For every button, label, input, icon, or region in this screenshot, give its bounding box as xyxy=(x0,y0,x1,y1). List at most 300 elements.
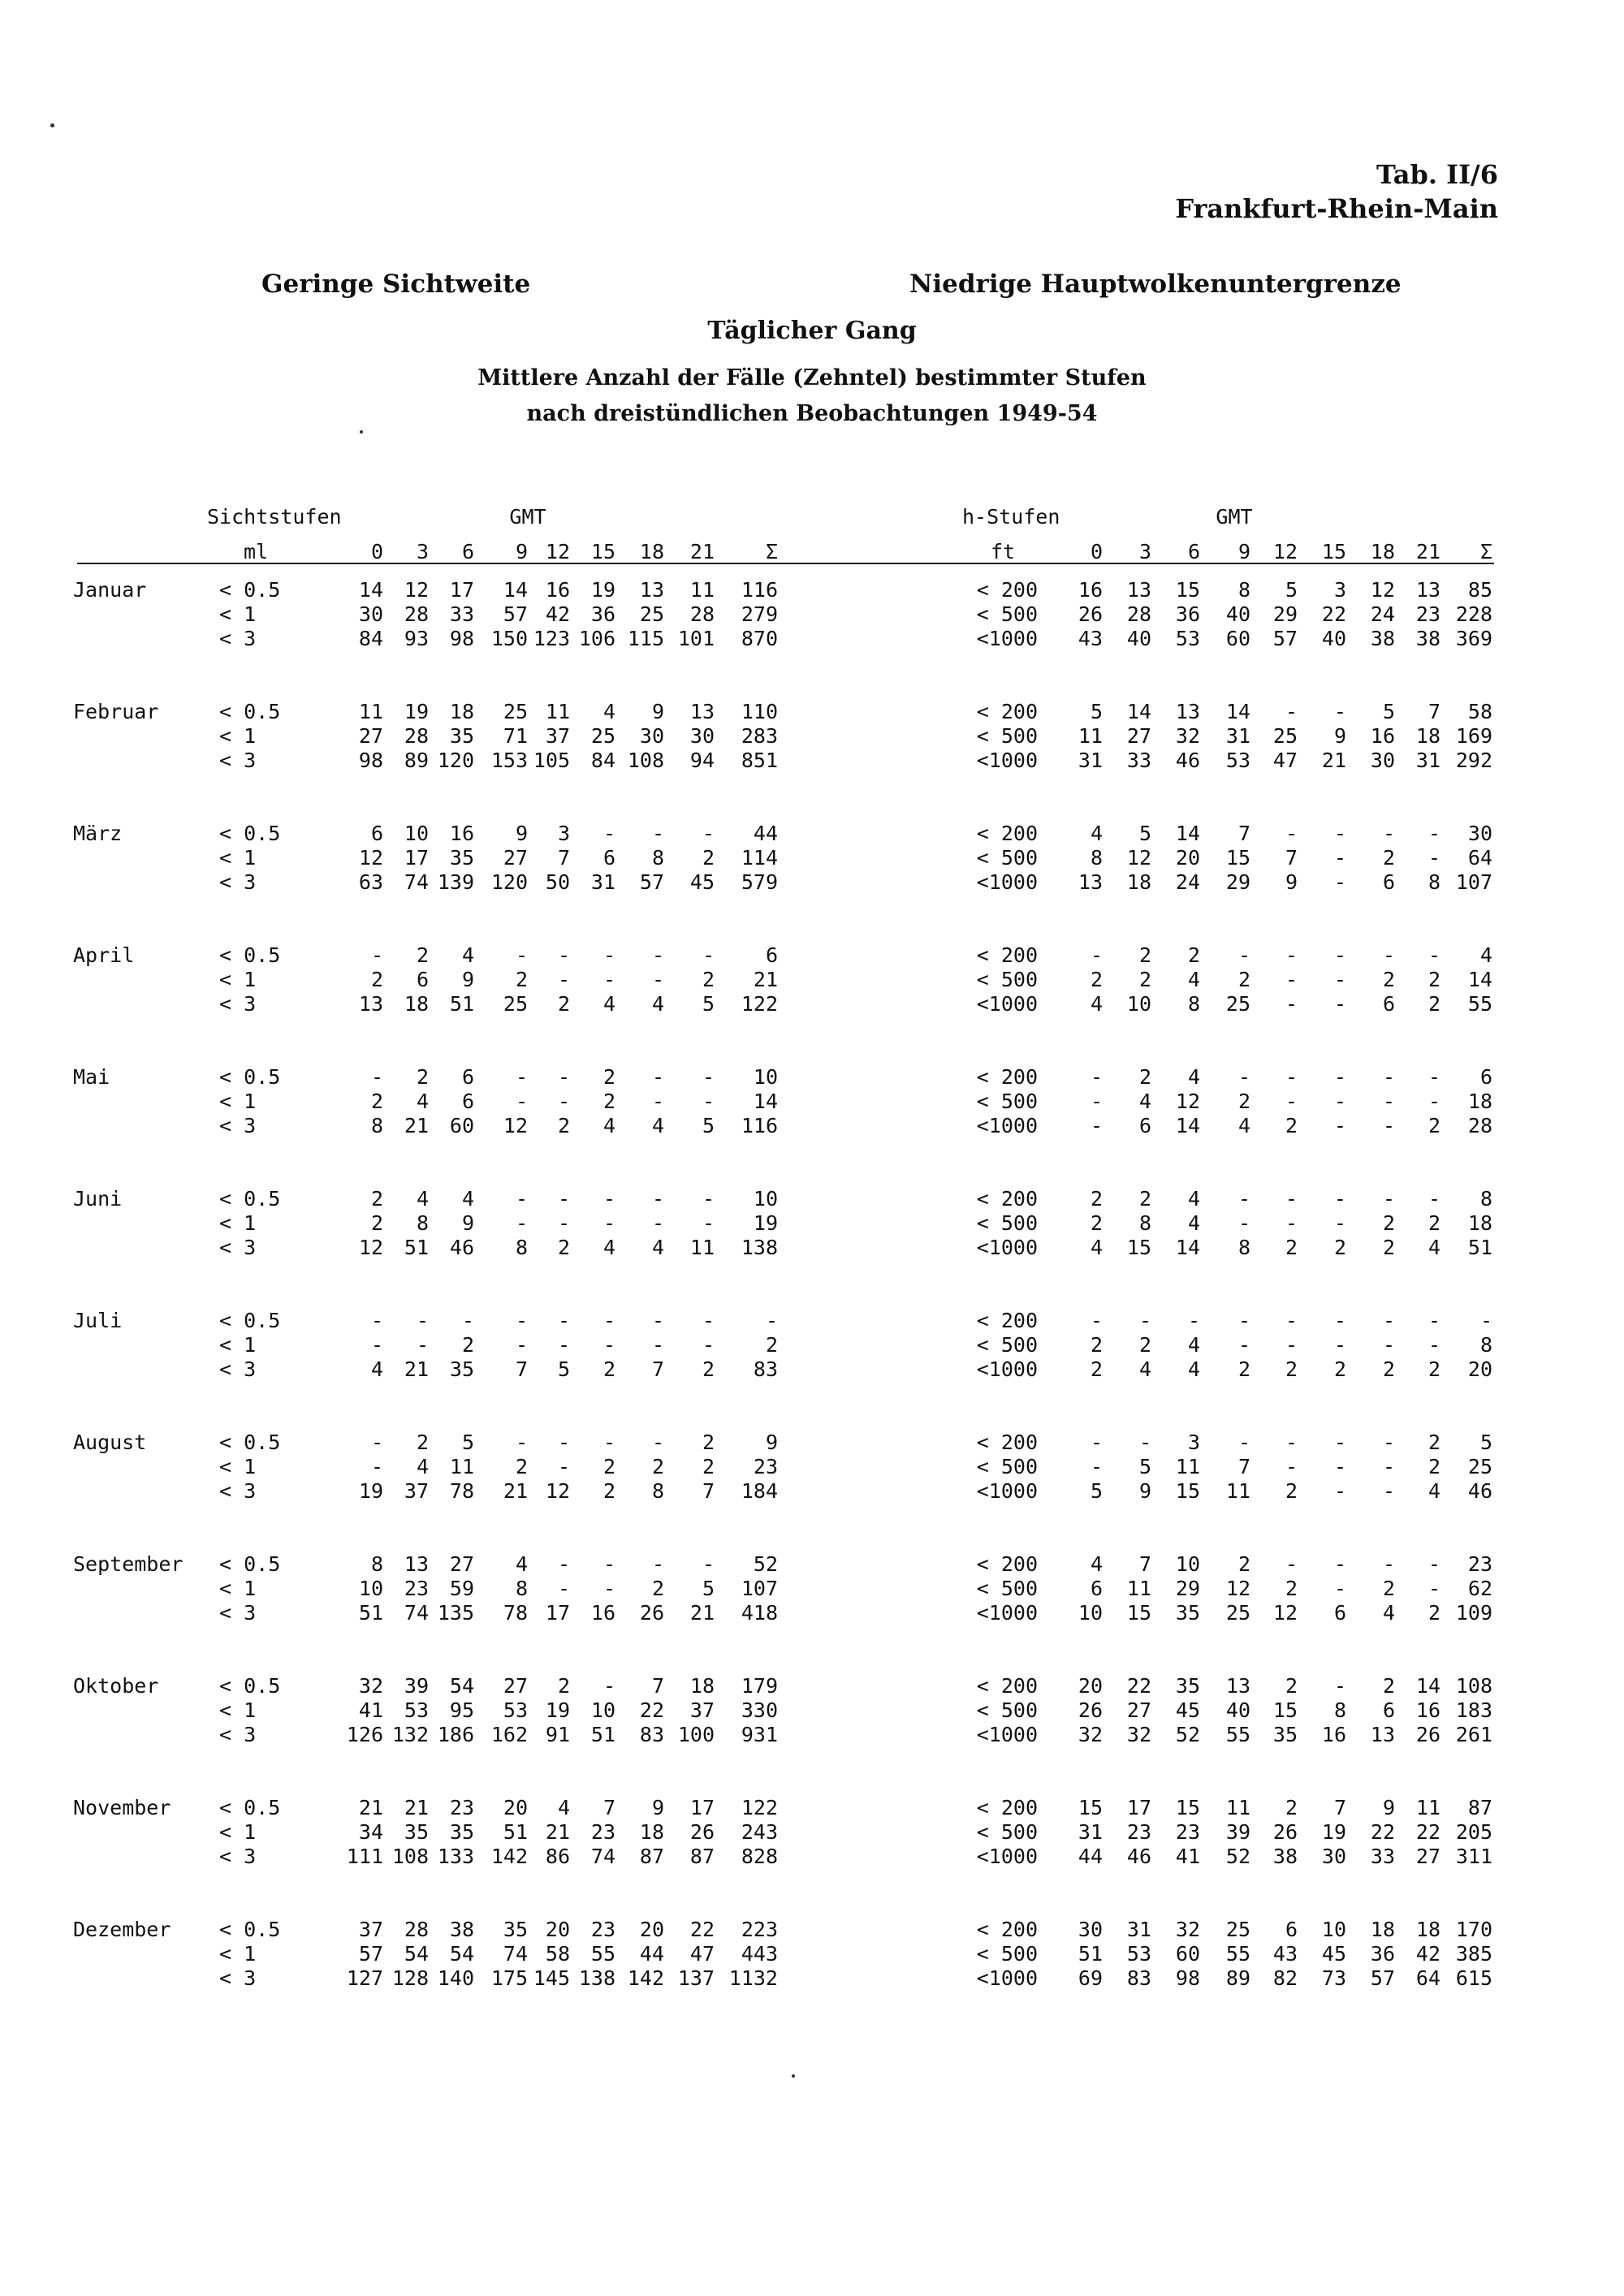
right-level-label: < 500 xyxy=(976,846,1038,870)
right-value-cell: 17 xyxy=(1126,1796,1151,1819)
left-level-label: < 3 xyxy=(219,1723,257,1746)
left-value-cell: 51 xyxy=(358,1601,383,1625)
right-value-cell: - xyxy=(1237,1187,1250,1211)
left-value-cell: - xyxy=(702,822,715,845)
right-value-cell: 18 xyxy=(1415,724,1440,748)
right-value-cell: - xyxy=(1285,1431,1298,1454)
left-value-cell: 2 xyxy=(603,1357,615,1381)
right-value-cell: 53 xyxy=(1175,627,1200,650)
left-value-cell: - xyxy=(651,1065,664,1089)
right-value-cell: 15 xyxy=(1126,1601,1151,1625)
left-value-cell: 110 xyxy=(741,700,778,723)
right-value-cell: 25 xyxy=(1225,1601,1250,1625)
left-value-cell: 37 xyxy=(689,1698,715,1722)
left-value-cell: 5 xyxy=(702,992,715,1016)
left-value-cell: 8 xyxy=(515,1577,528,1600)
left-value-cell: - xyxy=(515,1090,528,1113)
left-value-cell: 2 xyxy=(702,968,715,991)
right-value-cell: 46 xyxy=(1126,1845,1151,1868)
left-value-cell: 9 xyxy=(651,700,664,723)
left-value-cell: 243 xyxy=(741,1820,778,1844)
left-value-cell: 94 xyxy=(689,749,715,772)
left-value-cell: - xyxy=(557,968,570,991)
left-value-cell: 2 xyxy=(461,1333,474,1357)
right-value-cell: 14 xyxy=(1126,700,1151,723)
right-value-cell: 4 xyxy=(1090,1236,1103,1259)
right-value-cell: - xyxy=(1427,1065,1440,1089)
right-value-cell: 2 xyxy=(1138,1065,1151,1089)
month-label: Juni xyxy=(73,1187,123,1211)
right-value-cell: 16 xyxy=(1078,578,1103,602)
right-hour-header: 21 xyxy=(1415,540,1440,563)
location-title: Frankfurt-Rhein-Main xyxy=(1175,193,1498,224)
right-value-cell: 23 xyxy=(1415,602,1440,626)
left-value-cell: 7 xyxy=(702,1479,715,1503)
left-value-cell: 443 xyxy=(741,1942,778,1966)
left-value-cell: 54 xyxy=(449,1674,474,1698)
left-value-cell: - xyxy=(515,1333,528,1357)
left-value-cell: 10 xyxy=(590,1698,615,1722)
left-value-cell: 13 xyxy=(358,992,383,1016)
left-value-cell: 33 xyxy=(449,602,474,626)
left-value-cell: 35 xyxy=(449,1820,474,1844)
right-value-cell: 2 xyxy=(1285,1674,1298,1698)
right-value-cell: - xyxy=(1382,1114,1395,1137)
right-value-cell: - xyxy=(1333,1479,1346,1503)
right-hour-header: 12 xyxy=(1272,540,1298,563)
right-value-cell: 25 xyxy=(1272,724,1298,748)
right-value-cell: 14 xyxy=(1175,1114,1200,1137)
left-level-label: < 0.5 xyxy=(219,1065,281,1089)
right-value-cell: 15 xyxy=(1272,1698,1298,1722)
left-value-cell: 2 xyxy=(651,1577,664,1600)
right-value-cell: 4 xyxy=(1187,1211,1200,1235)
left-value-cell: - xyxy=(651,1187,664,1211)
left-value-cell: 19 xyxy=(590,578,615,602)
right-value-cell: 2 xyxy=(1090,968,1103,991)
right-value-cell: - xyxy=(1382,1065,1395,1089)
left-value-cell: 108 xyxy=(391,1845,429,1868)
right-value-cell: 311 xyxy=(1455,1845,1492,1868)
right-level-label: <1000 xyxy=(976,1966,1038,1990)
left-value-cell: 133 xyxy=(437,1845,474,1868)
left-value-cell: 6 xyxy=(461,1065,474,1089)
left-value-cell: 27 xyxy=(358,724,383,748)
left-value-cell: 30 xyxy=(358,602,383,626)
right-value-cell: 169 xyxy=(1455,724,1492,748)
right-value-cell: 228 xyxy=(1455,602,1492,626)
right-value-cell: 57 xyxy=(1272,627,1298,650)
left-hour-header: 6 xyxy=(461,540,474,563)
left-value-cell: 23 xyxy=(753,1455,778,1478)
right-value-cell: - xyxy=(1090,1114,1103,1137)
left-value-cell: 11 xyxy=(689,578,715,602)
right-value-cell: 9 xyxy=(1285,870,1298,894)
left-value-cell: 150 xyxy=(490,627,528,650)
left-value-cell: 4 xyxy=(370,1357,383,1381)
left-level-label: < 3 xyxy=(219,1601,257,1625)
left-value-cell: 120 xyxy=(490,870,528,894)
right-value-cell: 2 xyxy=(1382,968,1395,991)
left-value-cell: 25 xyxy=(503,700,528,723)
right-value-cell: - xyxy=(1427,1552,1440,1576)
left-value-cell: - xyxy=(370,1065,383,1089)
left-value-cell: 579 xyxy=(741,870,778,894)
left-value-cell: 21 xyxy=(503,1479,528,1503)
month-label: November xyxy=(73,1796,171,1819)
left-value-cell: 37 xyxy=(404,1479,429,1503)
right-level-label: <1000 xyxy=(976,1601,1038,1625)
left-value-cell: 35 xyxy=(449,724,474,748)
right-value-cell: 40 xyxy=(1225,1698,1250,1722)
left-level-label: < 0.5 xyxy=(219,943,281,967)
right-value-cell: - xyxy=(1285,1455,1298,1478)
right-value-cell: - xyxy=(1382,1333,1395,1357)
left-value-cell: - xyxy=(461,1309,474,1332)
left-value-cell: 51 xyxy=(449,992,474,1016)
right-value-cell: 64 xyxy=(1467,846,1492,870)
right-value-cell: - xyxy=(1138,1309,1151,1332)
left-level-label: < 0.5 xyxy=(219,1552,281,1576)
left-level-label: < 1 xyxy=(219,1820,257,1844)
right-value-cell: - xyxy=(1285,1211,1298,1235)
left-value-cell: - xyxy=(651,1431,664,1454)
left-value-cell: 9 xyxy=(461,1211,474,1235)
subtitle-line-1: Mittlere Anzahl der Fälle (Zehntel) bestimmter Stufen xyxy=(477,365,1147,391)
left-value-cell: - xyxy=(370,943,383,967)
left-value-cell: 52 xyxy=(753,1552,778,1576)
left-value-cell: 44 xyxy=(753,822,778,845)
right-hour-header: 18 xyxy=(1370,540,1395,563)
right-value-cell: 25 xyxy=(1225,1918,1250,1941)
left-value-cell: 35 xyxy=(449,846,474,870)
right-value-cell: 7 xyxy=(1138,1552,1151,1576)
left-value-cell: 101 xyxy=(677,627,715,650)
right-value-cell: - xyxy=(1333,1114,1346,1137)
left-value-cell: 38 xyxy=(449,1918,474,1941)
left-section-title: Geringe Sichtweite xyxy=(261,270,531,299)
right-value-cell: 35 xyxy=(1175,1674,1200,1698)
left-value-cell: 74 xyxy=(503,1942,528,1966)
right-group-label: h-Stufen xyxy=(962,505,1060,529)
left-value-cell: 2 xyxy=(702,846,715,870)
left-value-cell: 54 xyxy=(449,1942,474,1966)
left-value-cell: - xyxy=(557,1065,570,1089)
left-value-cell: - xyxy=(702,1090,715,1113)
left-value-cell: 13 xyxy=(404,1552,429,1576)
left-value-cell: - xyxy=(702,1211,715,1235)
left-value-cell: 20 xyxy=(503,1796,528,1819)
right-value-cell: 8 xyxy=(1090,846,1103,870)
left-level-label: < 3 xyxy=(219,749,257,772)
left-value-cell: - xyxy=(557,1309,570,1332)
left-value-cell: 931 xyxy=(741,1723,778,1746)
right-value-cell: 6 xyxy=(1138,1114,1151,1137)
right-value-cell: 82 xyxy=(1272,1966,1298,1990)
right-value-cell: 11 xyxy=(1225,1796,1250,1819)
right-value-cell: - xyxy=(1333,1211,1346,1235)
right-value-cell: - xyxy=(1427,943,1440,967)
right-value-cell: 5 xyxy=(1090,1479,1103,1503)
month-label: August xyxy=(73,1431,147,1454)
right-value-cell: - xyxy=(1285,822,1298,845)
right-value-cell: 2 xyxy=(1382,846,1395,870)
left-value-cell: 27 xyxy=(449,1552,474,1576)
left-value-cell: 25 xyxy=(639,602,664,626)
right-value-cell: - xyxy=(1285,1065,1298,1089)
left-value-cell: - xyxy=(557,1187,570,1211)
right-hour-header: 0 xyxy=(1090,540,1103,563)
right-value-cell: 4 xyxy=(1090,992,1103,1016)
right-value-cell: 2 xyxy=(1237,1552,1250,1576)
right-value-cell: 2 xyxy=(1427,1601,1440,1625)
right-value-cell: 24 xyxy=(1175,870,1200,894)
left-value-cell: - xyxy=(515,943,528,967)
left-value-cell: 4 xyxy=(651,992,664,1016)
right-value-cell: - xyxy=(1382,1455,1395,1478)
scan-speck xyxy=(792,2074,795,2078)
left-value-cell: 2 xyxy=(416,1065,429,1089)
right-value-cell: 7 xyxy=(1285,846,1298,870)
left-value-cell: 330 xyxy=(741,1698,778,1722)
right-value-cell: 22 xyxy=(1415,1820,1440,1844)
right-level-label: < 200 xyxy=(976,700,1038,723)
left-level-label: < 1 xyxy=(219,1698,257,1722)
left-value-cell: 2 xyxy=(603,1455,615,1478)
left-value-cell: 21 xyxy=(404,1796,429,1819)
left-value-cell: 9 xyxy=(765,1431,778,1454)
left-value-cell: 870 xyxy=(741,627,778,650)
left-value-cell: 5 xyxy=(461,1431,474,1454)
right-value-cell: 13 xyxy=(1415,578,1440,602)
right-value-cell: 14 xyxy=(1467,968,1492,991)
left-value-cell: 2 xyxy=(765,1333,778,1357)
right-value-cell: 5 xyxy=(1138,1455,1151,1478)
right-value-cell: 52 xyxy=(1225,1845,1250,1868)
left-value-cell: 93 xyxy=(404,627,429,650)
right-value-cell: 31 xyxy=(1078,1820,1103,1844)
left-unit-label: ml xyxy=(244,540,269,563)
left-level-label: < 0.5 xyxy=(219,700,281,723)
right-value-cell: 16 xyxy=(1370,724,1395,748)
left-value-cell: 2 xyxy=(370,1090,383,1113)
right-hour-header: 15 xyxy=(1321,540,1346,563)
left-value-cell: - xyxy=(651,1552,664,1576)
left-value-cell: 138 xyxy=(741,1236,778,1259)
left-value-cell: 2 xyxy=(370,1187,383,1211)
right-value-cell: 57 xyxy=(1370,1966,1395,1990)
left-value-cell: 7 xyxy=(651,1674,664,1698)
right-value-cell: 47 xyxy=(1272,749,1298,772)
left-value-cell: 4 xyxy=(557,1796,570,1819)
right-value-cell: - xyxy=(1333,1552,1346,1576)
right-value-cell: - xyxy=(1382,1309,1395,1332)
right-value-cell: 31 xyxy=(1126,1918,1151,1941)
left-value-cell: 34 xyxy=(358,1820,383,1844)
right-value-cell: 19 xyxy=(1321,1820,1346,1844)
left-value-cell: 12 xyxy=(404,578,429,602)
right-value-cell: 13 xyxy=(1175,700,1200,723)
left-value-cell: 1132 xyxy=(728,1966,778,1990)
right-value-cell: 20 xyxy=(1175,846,1200,870)
left-value-cell: - xyxy=(603,943,615,967)
right-value-cell: 8 xyxy=(1237,578,1250,602)
right-value-cell: 30 xyxy=(1321,1845,1346,1868)
left-value-cell: 53 xyxy=(503,1698,528,1722)
right-value-cell: 55 xyxy=(1225,1723,1250,1746)
left-value-cell: 4 xyxy=(416,1187,429,1211)
table-id: Tab. II/6 xyxy=(1376,159,1498,190)
left-value-cell: 2 xyxy=(557,1236,570,1259)
right-value-cell: - xyxy=(1090,1431,1103,1454)
right-value-cell: 10 xyxy=(1078,1601,1103,1625)
right-value-cell: - xyxy=(1090,1065,1103,1089)
left-value-cell: 7 xyxy=(557,846,570,870)
right-value-cell: 10 xyxy=(1126,992,1151,1016)
left-value-cell: 37 xyxy=(358,1918,383,1941)
left-value-cell: 184 xyxy=(741,1479,778,1503)
left-value-cell: - xyxy=(557,1552,570,1576)
right-value-cell: 55 xyxy=(1225,1942,1250,1966)
right-value-cell: 2 xyxy=(1427,1357,1440,1381)
right-level-label: < 500 xyxy=(976,1455,1038,1478)
left-value-cell: 21 xyxy=(753,968,778,991)
left-hour-header: 3 xyxy=(416,540,429,563)
right-value-cell: - xyxy=(1382,1187,1395,1211)
left-value-cell: 10 xyxy=(358,1577,383,1600)
left-value-cell: 19 xyxy=(358,1479,383,1503)
left-value-cell: 142 xyxy=(490,1845,528,1868)
left-value-cell: - xyxy=(603,1211,615,1235)
right-level-label: < 200 xyxy=(976,1431,1038,1454)
right-value-cell: 9 xyxy=(1333,724,1346,748)
right-value-cell: 8 xyxy=(1479,1187,1492,1211)
right-value-cell: 7 xyxy=(1427,700,1440,723)
right-value-cell: 16 xyxy=(1415,1698,1440,1722)
left-value-cell: 45 xyxy=(689,870,715,894)
right-value-cell: 18 xyxy=(1370,1918,1395,1941)
left-level-label: < 0.5 xyxy=(219,1918,281,1941)
left-value-cell: 126 xyxy=(346,1723,383,1746)
right-value-cell: 11 xyxy=(1225,1479,1250,1503)
right-value-cell: 2 xyxy=(1285,1114,1298,1137)
left-value-cell: 140 xyxy=(437,1966,474,1990)
right-value-cell: - xyxy=(1382,943,1395,967)
right-value-cell: 33 xyxy=(1126,749,1151,772)
left-value-cell: 106 xyxy=(578,627,615,650)
right-level-label: < 500 xyxy=(976,968,1038,991)
right-value-cell: 69 xyxy=(1078,1966,1103,1990)
left-value-cell: 21 xyxy=(689,1601,715,1625)
left-value-cell: 105 xyxy=(533,749,570,772)
right-value-cell: - xyxy=(1479,1309,1492,1332)
left-value-cell: 55 xyxy=(590,1942,615,1966)
left-hour-header: 0 xyxy=(370,540,383,563)
left-value-cell: 6 xyxy=(461,1090,474,1113)
right-value-cell: 4 xyxy=(1187,968,1200,991)
left-value-cell: 16 xyxy=(449,822,474,845)
left-value-cell: 17 xyxy=(404,846,429,870)
left-value-cell: 108 xyxy=(627,749,664,772)
right-value-cell: 64 xyxy=(1415,1966,1440,1990)
right-value-cell: 22 xyxy=(1321,602,1346,626)
right-value-cell: 15 xyxy=(1225,846,1250,870)
left-value-cell: 23 xyxy=(590,1820,615,1844)
right-value-cell: 87 xyxy=(1467,1796,1492,1819)
right-level-label: < 200 xyxy=(976,1309,1038,1332)
right-value-cell: 43 xyxy=(1272,1942,1298,1966)
left-value-cell: - xyxy=(557,943,570,967)
left-value-cell: 128 xyxy=(391,1966,429,1990)
right-value-cell: 8 xyxy=(1479,1333,1492,1357)
left-value-cell: 8 xyxy=(416,1211,429,1235)
right-level-label: < 500 xyxy=(976,1211,1038,1235)
left-value-cell: 18 xyxy=(639,1820,664,1844)
right-value-cell: 20 xyxy=(1078,1674,1103,1698)
left-level-label: < 0.5 xyxy=(219,1187,281,1211)
right-value-cell: 13 xyxy=(1370,1723,1395,1746)
right-value-cell: - xyxy=(1333,1065,1346,1089)
right-value-cell: - xyxy=(1285,1090,1298,1113)
right-value-cell: 107 xyxy=(1455,870,1492,894)
left-value-cell: 5 xyxy=(702,1577,715,1600)
month-label: Oktober xyxy=(73,1674,159,1698)
left-value-cell: 35 xyxy=(404,1820,429,1844)
right-value-cell: 40 xyxy=(1126,627,1151,650)
left-value-cell: 74 xyxy=(590,1845,615,1868)
left-value-cell: 36 xyxy=(590,602,615,626)
right-value-cell: 11 xyxy=(1415,1796,1440,1819)
left-value-cell: 11 xyxy=(545,700,570,723)
left-value-cell: 4 xyxy=(515,1552,528,1576)
left-value-cell: 20 xyxy=(545,1918,570,1941)
right-value-cell: - xyxy=(1333,943,1346,967)
left-value-cell: 115 xyxy=(627,627,664,650)
right-value-cell: - xyxy=(1285,1187,1298,1211)
left-value-cell: 41 xyxy=(358,1698,383,1722)
right-value-cell: - xyxy=(1333,822,1346,845)
right-value-cell: 23 xyxy=(1126,1820,1151,1844)
right-value-cell: 12 xyxy=(1272,1601,1298,1625)
left-value-cell: 87 xyxy=(639,1845,664,1868)
right-value-cell: 12 xyxy=(1175,1090,1200,1113)
right-value-cell: 8 xyxy=(1237,1236,1250,1259)
right-value-cell: 15 xyxy=(1175,1796,1200,1819)
left-level-label: < 0.5 xyxy=(219,822,281,845)
right-value-cell: - xyxy=(1333,1090,1346,1113)
right-value-cell: 39 xyxy=(1225,1820,1250,1844)
left-value-cell: 98 xyxy=(358,749,383,772)
left-value-cell: - xyxy=(603,1431,615,1454)
right-level-label: < 500 xyxy=(976,1942,1038,1966)
left-value-cell: 2 xyxy=(557,1114,570,1137)
left-value-cell: 19 xyxy=(545,1698,570,1722)
left-value-cell: 4 xyxy=(651,1114,664,1137)
left-value-cell: - xyxy=(370,1431,383,1454)
left-level-label: < 1 xyxy=(219,1455,257,1478)
subtitle-line-2: nach dreistündlichen Beobachtungen 1949-54 xyxy=(526,401,1098,426)
right-value-cell: 60 xyxy=(1175,1942,1200,1966)
left-value-cell: 78 xyxy=(503,1601,528,1625)
header-rule xyxy=(77,563,1494,564)
left-value-cell: 14 xyxy=(503,578,528,602)
right-level-label: < 200 xyxy=(976,1796,1038,1819)
left-value-cell: 57 xyxy=(639,870,664,894)
left-value-cell: 23 xyxy=(449,1796,474,1819)
left-value-cell: 418 xyxy=(741,1601,778,1625)
right-value-cell: - xyxy=(1285,1333,1298,1357)
right-value-cell: 2 xyxy=(1138,1333,1151,1357)
